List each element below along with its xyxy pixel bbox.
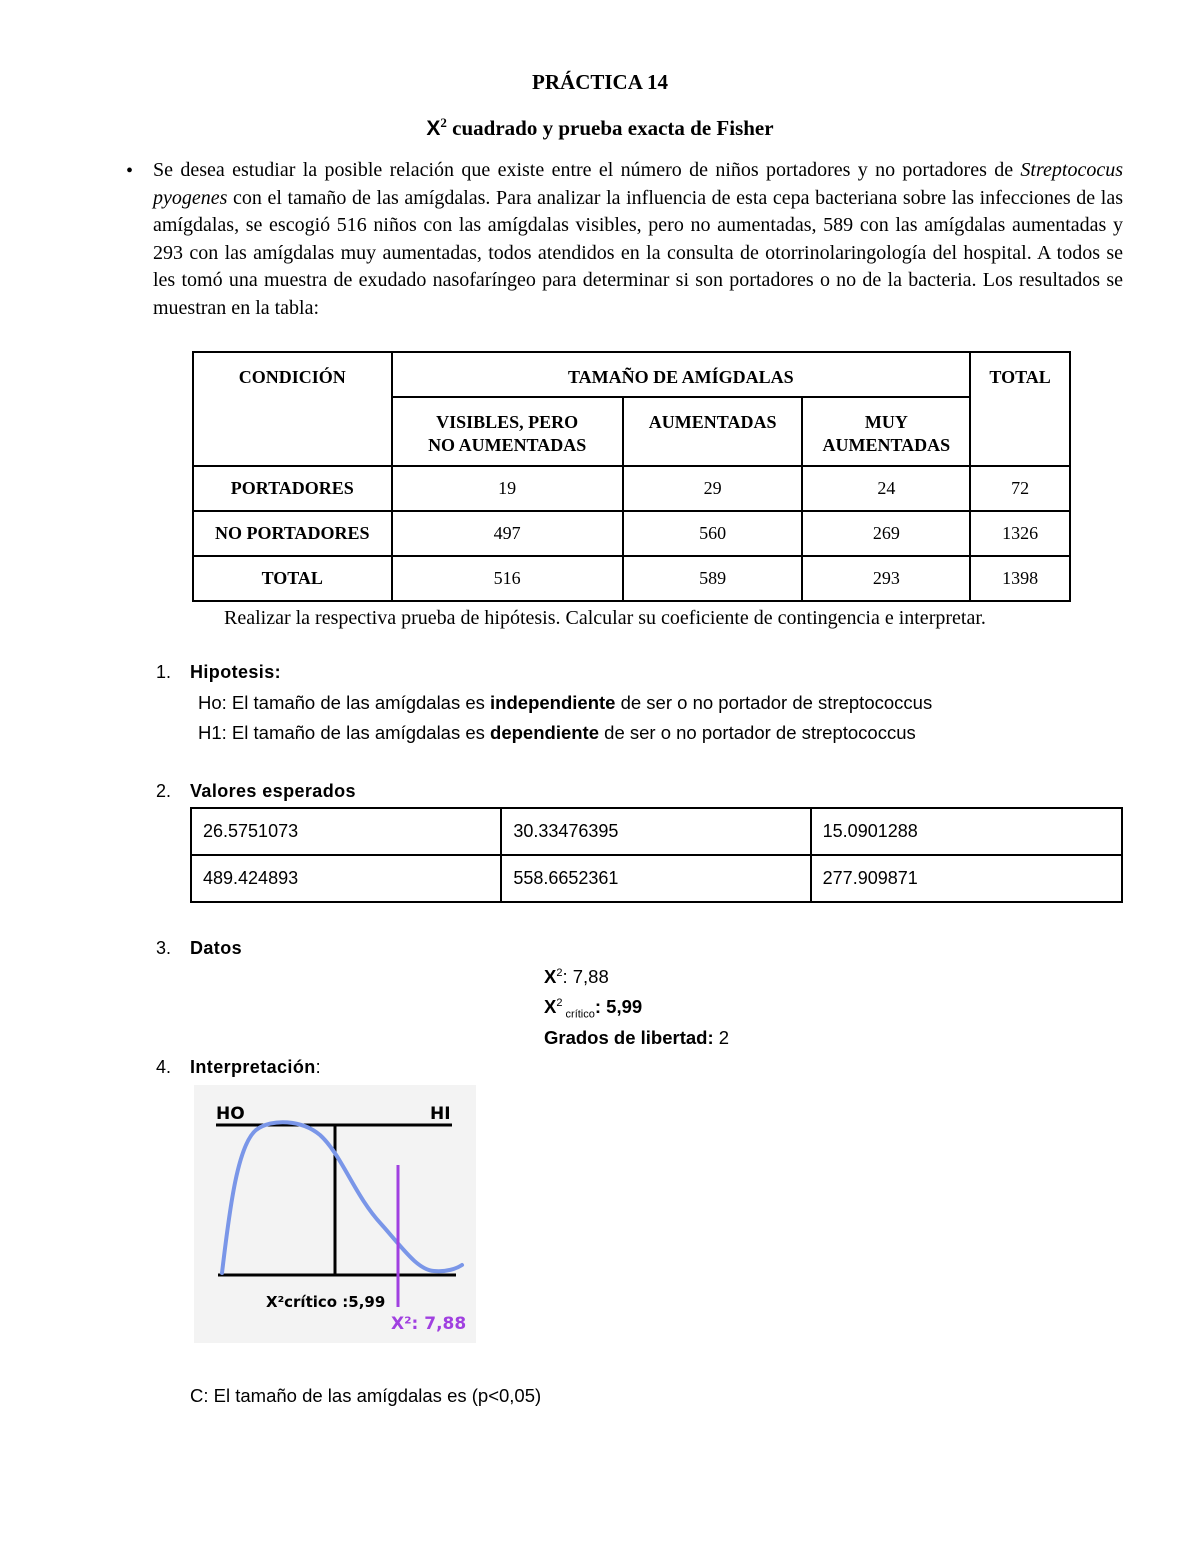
df-value: 2 (713, 1027, 730, 1048)
table-row (191, 808, 1122, 855)
alt-hypothesis (198, 722, 916, 744)
page-subtitle (0, 115, 1200, 141)
table-cell: 277.909871 (811, 855, 1122, 902)
header-visible (392, 397, 623, 466)
chi-square-sketch (194, 1085, 476, 1343)
table-row (193, 511, 1070, 556)
h1-label: HI (430, 1104, 451, 1124)
intro-text-2: con el tamaño de las amígdalas. Para analizar la influencia de esta cepa bacteriana sobre las infecciones de las amígdalas, se escogió 516 niños con las amígdalas visibles, pero no aumentadas, 589 con las amígdalas aumentadas y 293 con las amígdalas muy aumentadas, todos atendidos en la consulta de otorrinolaringología del hospital. A todos se les tomó una muestra de exudado nasofaríngeo para determinar si son portadores o no de la bacteria. Los resultados se muestran en la tabla: (153, 186, 1123, 319)
table-cell: 293 (802, 556, 970, 601)
header-very-enlarged-line2: AUMENTADAS (822, 435, 951, 455)
header-enlarged (623, 397, 803, 466)
observed-label: X²: 7,88 (391, 1314, 467, 1334)
h0-suffix: de ser o no portador de streptococcus (615, 692, 933, 713)
table-cell: 558.6652361 (501, 855, 810, 902)
chi-label: X (544, 966, 557, 987)
subtitle-text: cuadrado y prueba exacta de Fisher (446, 116, 774, 140)
header-visible-line1: VISIBLES, PERO (436, 412, 579, 432)
chi-sup: 2 (556, 966, 563, 979)
section-number: 1. (156, 662, 172, 682)
header-condition: CONDICIÓN (193, 352, 392, 466)
interpretation-title: Interpretación (190, 1057, 316, 1077)
table-cell: 560 (623, 511, 803, 556)
header-total: TOTAL (970, 352, 1070, 466)
header-very-enlarged (802, 397, 970, 466)
h0-keyword: independiente (490, 692, 616, 713)
row-total: 1326 (970, 511, 1070, 556)
h1-keyword: dependiente (490, 722, 600, 743)
table-cell: 516 (392, 556, 623, 601)
section-number: 4. (156, 1057, 172, 1077)
table-cell: 29 (623, 466, 803, 511)
section-title-expected: Valores esperados (190, 781, 356, 801)
table-cell: 30.33476395 (501, 808, 810, 855)
crit-sub: crítico (562, 1008, 595, 1021)
species-name: Streptococus pyogenes (153, 159, 1123, 209)
h1-prefix: H1: El tamaño de las amígdalas es (198, 722, 491, 743)
crit-label: X (544, 996, 557, 1017)
table-row (193, 466, 1070, 511)
table-cell: 269 (802, 511, 970, 556)
null-hypothesis (198, 692, 932, 714)
degrees-of-freedom (544, 1027, 729, 1049)
section-title-hypothesis: Hipotesis: (190, 662, 282, 682)
h1-suffix: de ser o no portador de streptococcus (599, 722, 916, 743)
h0-prefix: Ho: El tamaño de las amígdalas es (198, 692, 491, 713)
chi-square-value (544, 966, 609, 988)
table-cell: 24 (802, 466, 970, 511)
table-cell: 589 (623, 556, 803, 601)
header-visible-line2: NO AUMENTADAS (428, 435, 587, 455)
row-total: 72 (970, 466, 1070, 511)
table-cell: 497 (392, 511, 623, 556)
table-cell: 489.424893 (191, 855, 501, 902)
section-title-data: Datos (190, 938, 243, 958)
intro-paragraph (153, 157, 1123, 322)
crit-value: : 5,99 (594, 996, 643, 1017)
contingency-table (192, 351, 1071, 602)
h0-label: HO (216, 1104, 245, 1124)
chi-symbol: X (426, 117, 441, 140)
distribution-curve (222, 1122, 462, 1273)
crit-sup: 2 (556, 996, 563, 1009)
row-label: NO PORTADORES (193, 511, 392, 556)
conclusion: C: El tamaño de las amígdalas es (p<0,05) (190, 1385, 542, 1406)
section-number: 2. (156, 781, 172, 801)
df-label: Grados de libertad: (544, 1027, 714, 1048)
table-cell: 15.0901288 (811, 808, 1122, 855)
expected-values-table (190, 807, 1123, 903)
page-title: PRÁCTICA 14 (532, 70, 668, 94)
interpretation-colon: : (315, 1057, 322, 1077)
row-label: PORTADORES (193, 466, 392, 511)
table-row (191, 855, 1122, 902)
chi-superscript: 2 (440, 115, 447, 130)
header-tonsil-size: TAMAÑO DE AMÍGDALAS (392, 352, 971, 397)
task-instruction: Realizar la respectiva prueba de hipótesis. Calcular su coeficiente de contingencia e interpretar. (224, 607, 986, 629)
section-title-interpretation (190, 1057, 321, 1078)
intro-bullet: • (126, 160, 134, 182)
section-number: 3. (156, 938, 172, 958)
critical-label: X²crítico :5,99 (266, 1293, 386, 1311)
header-enlarged-line1: AUMENTADAS (648, 412, 777, 432)
chi-value: : 7,88 (562, 966, 609, 987)
intro-text-1: Se desea estudiar la posible relación que existe entre el número de niños portadores y no portadores de (153, 159, 1021, 181)
table-row (193, 556, 1070, 601)
chi-critical-value (544, 996, 642, 1021)
header-very-enlarged-line1: MUY (864, 412, 908, 432)
row-total: 1398 (970, 556, 1070, 601)
table-cell: 26.5751073 (191, 808, 501, 855)
table-cell: 19 (392, 466, 623, 511)
row-label: TOTAL (193, 556, 392, 601)
